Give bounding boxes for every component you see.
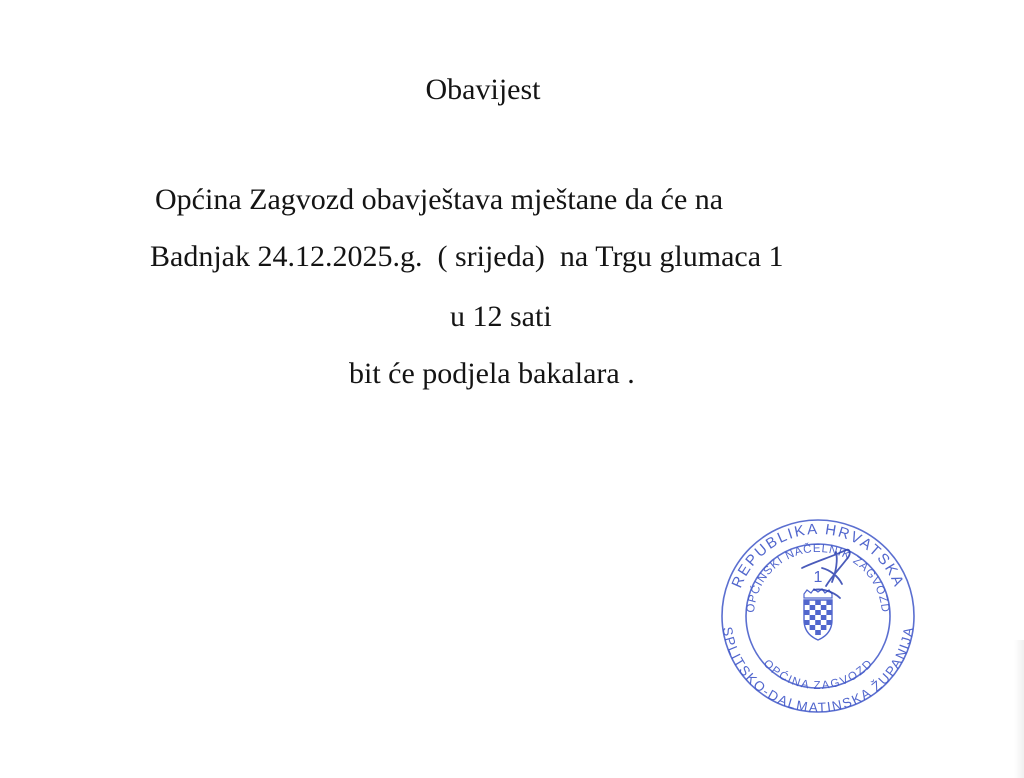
stamp-number: 1 bbox=[813, 569, 823, 586]
stamp-lower-outer-text: SPLITSKO-DALMATINSKA ŽUPANIJA bbox=[720, 625, 916, 715]
notice-line-3: u 12 sati bbox=[450, 300, 552, 333]
notice-title: Obavijest bbox=[425, 73, 541, 106]
stamp-outer-text: REPUBLIKA HRVATSKA bbox=[728, 520, 908, 591]
stamp-inner-text: OPĆINSKI NAČELNIK ZAGVOZD bbox=[744, 542, 892, 614]
notice-line-4: bit će podjela bakalara . bbox=[349, 357, 635, 390]
stamp-lower-inner-text: OPĆINA ZAGVOZD bbox=[760, 657, 876, 693]
notice-line-1: Općina Zagvozd obavještava mještane da će na bbox=[155, 183, 724, 216]
official-stamp bbox=[718, 516, 918, 716]
svg-text:OPĆINA ZAGVOZD bbox=[761, 658, 876, 692]
coat-of-arms-icon bbox=[804, 589, 832, 640]
notice-line-2: Badnjak 24.12.2025.g. ( srijeda) na Trgu glumaca 1 bbox=[150, 240, 784, 273]
page-edge-shadow bbox=[1014, 640, 1024, 778]
